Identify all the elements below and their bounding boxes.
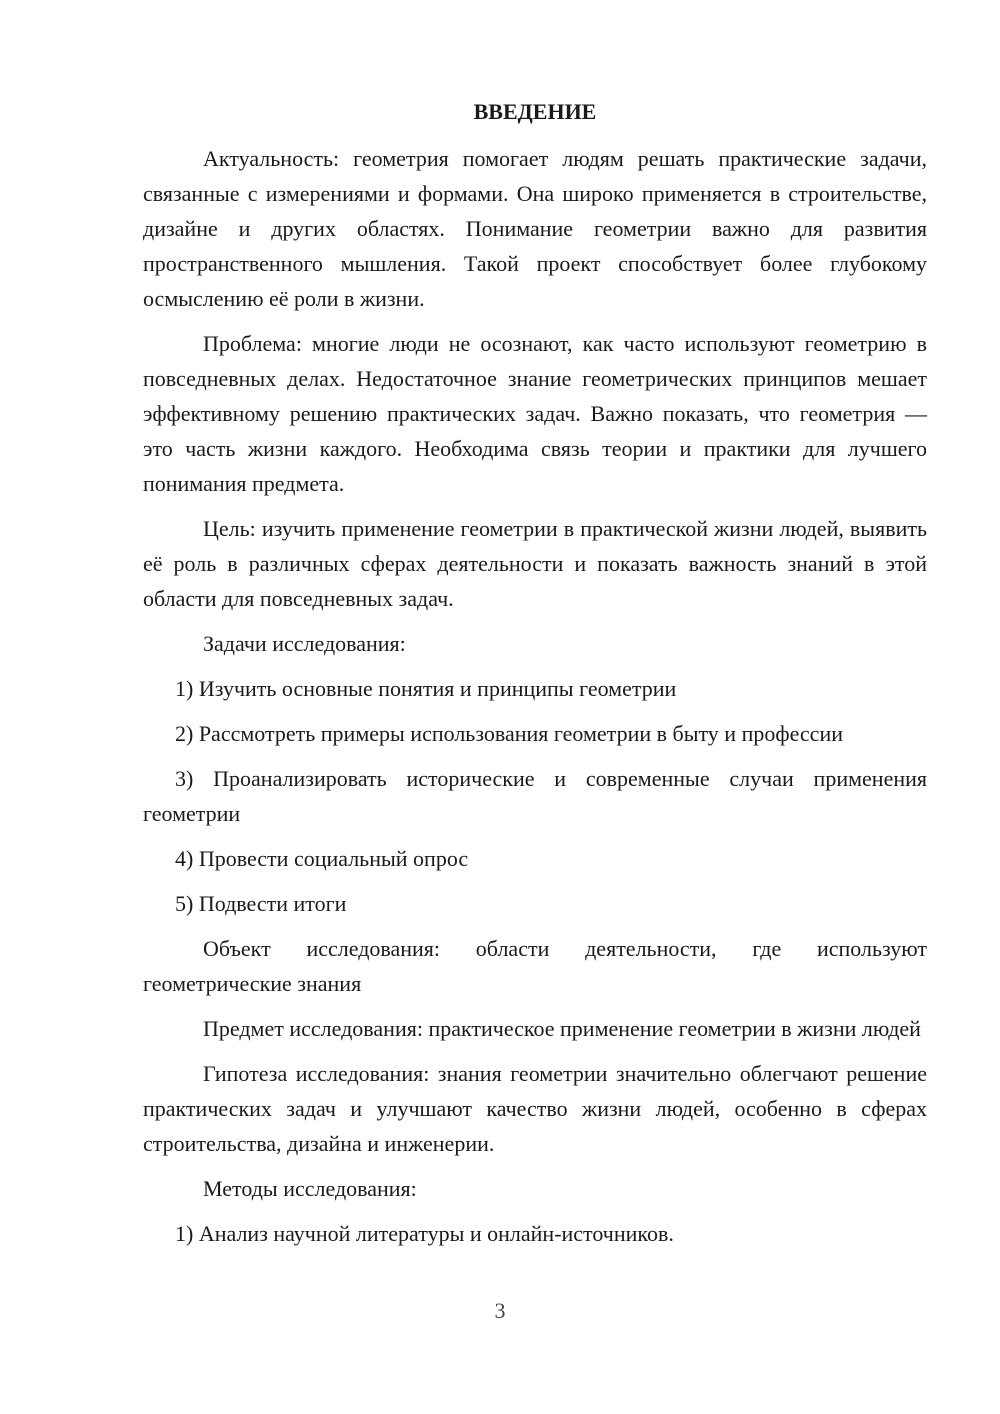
- object-paragraph: Объект исследования: области деятельности, где используют геометрические знания: [143, 936, 927, 996]
- goal-paragraph: Цель: изучить применение геометрии в практической жизни людей, выявить её роль в различных сферах деятельности и показать важность знаний в этой области для повседневных задач.: [143, 516, 927, 611]
- methods-list: [143, 1216, 927, 1251]
- page-number: 3: [494, 1298, 506, 1323]
- tasks-list: [143, 671, 927, 921]
- subject-paragraph: Предмет исследования: практическое применение геометрии в жизни людей: [203, 1016, 921, 1041]
- task-item: 5) Подвести итоги: [175, 891, 347, 916]
- tasks-label: Задачи исследования:: [203, 631, 406, 656]
- document-page: [143, 94, 927, 1261]
- problem-paragraph: Проблема: многие люди не осознают, как часто используют геометрию в повседневных делах. Недостаточное знание геометрических принципов мешает эффективному решению практических задач. Важно показать, что геометрия — это часть жизни каждого. Необходима связь теории и практики для лучшего понимания предмета.: [143, 331, 927, 496]
- relevance-paragraph: Актуальность: геометрия помогает людям решать практические задачи, связанные с измерениями и формами. Она широко применяется в строительстве, дизайне и других областях. Понимание геометрии важно для развития пространственного мышления. Такой проект способствует более глубокому осмыслению её роли в жизни.: [143, 146, 927, 311]
- hypothesis-paragraph: Гипотеза исследования: знания геометрии значительно облегчают решение практических задач и улучшают качество жизни людей, особенно в сферах строительства, дизайна и инженерии.: [143, 1061, 927, 1156]
- task-item: 3) Проанализировать исторические и современные случаи применения геометрии: [143, 766, 927, 826]
- task-item: 1) Изучить основные понятия и принципы геометрии: [175, 676, 677, 701]
- section-title: ВВЕДЕНИЕ: [473, 99, 597, 124]
- task-item: 4) Провести социальный опрос: [175, 846, 469, 871]
- method-item: 1) Анализ научной литературы и онлайн-источников.: [175, 1221, 674, 1246]
- task-item: 2) Рассмотреть примеры использования геометрии в быту и профессии: [175, 721, 843, 746]
- methods-label: Методы исследования:: [203, 1176, 417, 1201]
